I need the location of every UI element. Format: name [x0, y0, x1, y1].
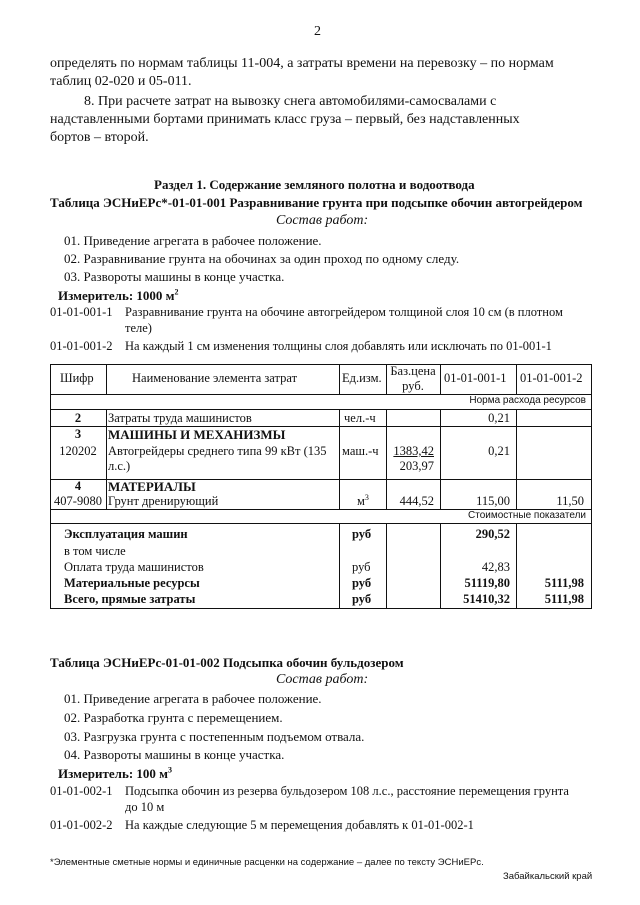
table2-step-3: 03. Разгрузка грунта с постепенным подъемом отвала.: [64, 729, 365, 744]
table2-norm-code-2: 01-01-002-2: [50, 818, 113, 832]
norm-label: Норма расхода ресурсов: [469, 395, 586, 406]
row-grader-code: 120202: [59, 444, 97, 458]
table1-step-2: 02. Разравнивание грунта на обочинах за один проход по одному следу.: [64, 251, 460, 266]
cost-table: [50, 364, 592, 609]
row-grader-unit: маш.-ч: [342, 444, 379, 458]
summary-materials-label: Материальные ресурсы: [64, 576, 200, 590]
paragraph-8-line-3: бортов – второй.: [50, 130, 149, 145]
intro-line-1: определять по нормам таблицы 11-004, а затраты времени на перевозку – по нормам: [50, 56, 554, 71]
table1-norm-code-1: 01-01-001-1: [50, 305, 113, 319]
header-name: Наименование элемента затрат: [132, 371, 298, 385]
summary-total-c1: 51410,32: [463, 592, 510, 606]
header-code: Шифр: [60, 371, 94, 385]
header-base-price: Баз.цена руб.: [390, 364, 436, 393]
table2-step-2: 02. Разработка грунта с перемещением.: [64, 710, 283, 725]
row-labor-unit: чел.-ч: [344, 411, 376, 425]
summary-operators-unit: руб: [352, 560, 371, 574]
region-label: Забайкальский край: [503, 871, 593, 882]
row-materials-code: 4: [74, 479, 82, 493]
table1-title: Таблица ЭСНиЕРс*-01-01-001 Разравнивание грунта при подсыпке обочин автогрейдером: [50, 195, 583, 210]
row-soil-c1: 115,00: [476, 494, 510, 508]
row-soil-unit: $м^3$: [357, 492, 369, 508]
row-machines-title: МАШИНЫ И МЕХАНИЗМЫ: [108, 427, 286, 442]
cost-label: Стоимостные показатели: [468, 510, 586, 521]
row-labor-c1: 0,21: [488, 411, 510, 425]
row-grader-price-1: 1383,42: [393, 444, 434, 458]
table1-step-3: 03. Развороты машины в конце участка.: [64, 269, 285, 284]
row-soil-code: 407-9080: [54, 494, 102, 508]
header-unit: Ед.изм.: [342, 371, 382, 385]
table1-norm-text-1-cont: теле): [125, 321, 152, 335]
table2-measure: Измеритель: 100 $м^3$: [58, 765, 173, 781]
row-soil-price: 444,52: [399, 494, 434, 508]
row-labor-code: 2: [74, 411, 82, 425]
summary-total-c2: 5111,98: [544, 592, 584, 606]
summary-operators-c1: 42,83: [481, 560, 510, 574]
row-grader-price-2: 203,97: [399, 459, 434, 473]
paragraph-8-line-1: 8. При расчете затрат на вывозку снега автомобилями-самосвалами с: [84, 94, 497, 109]
paragraph-8-line-2: надставленными бортами принимать класс груза – первый, без надставленных: [50, 112, 520, 127]
table1-norm-text-2: На каждый 1 см изменения толщины слоя добавлять или исключать по 01-001-1: [125, 339, 552, 353]
table2-step-1: 01. Приведение агрегата в рабочее положение.: [64, 691, 322, 706]
summary-materials-c2: 5111,98: [544, 576, 584, 590]
table2-title: Таблица ЭСНиЕРс-01-01-002 Подсыпка обочин бульдозером: [50, 655, 404, 670]
table1-measure: Измеритель: 1000 $м^2$: [58, 287, 179, 303]
intro-line-2: таблиц 02-020 и 05-011.: [50, 74, 192, 89]
row-soil-name: Грунт дренирующий: [108, 494, 219, 508]
table1-norm-text-1: Разравнивание грунта на обочине автогрейдером толщиной слоя 10 см (в плотном: [125, 305, 563, 319]
table2-norm-text-1: Подсыпка обочин из резерва бульдозером 108 л.с., расстояние перемещения грунта: [125, 784, 569, 798]
row-grader-name-2: л.с.): [108, 459, 131, 473]
summary-total-unit: руб: [352, 592, 372, 606]
footnote: *Элементные сметные нормы и единичные расценки на содержание – далее по тексту ЭСНиЕРс.: [50, 857, 484, 868]
table2-step-4: 04. Развороты машины в конце участка.: [64, 747, 285, 762]
summary-machines-c1: 290,52: [475, 527, 510, 541]
table2-norm-text-2: На каждые следующие 5 м перемещения добавлять к 01-01-002-1: [125, 818, 474, 832]
row-grader-c1: 0,21: [488, 444, 510, 458]
summary-operators-label: Оплата труда машинистов: [64, 560, 204, 574]
row-materials-title: МАТЕРИАЛЫ: [108, 479, 196, 494]
summary-including-label: в том числе: [64, 544, 126, 558]
summary-materials-c1: 51119,80: [464, 576, 510, 590]
row-machines-code: 3: [74, 427, 82, 441]
table1-norm-code-2: 01-01-001-2: [50, 339, 113, 353]
summary-total-label: Всего, прямые затраты: [64, 592, 196, 606]
table2-norm-text-1-cont: до 10 м: [125, 800, 165, 814]
summary-machines-unit: руб: [352, 527, 372, 541]
table2-composition-label: Состав работ:: [276, 672, 369, 687]
header-col-2: 01-01-001-2: [520, 371, 583, 385]
summary-materials-unit: руб: [352, 576, 372, 590]
table1-step-1: 01. Приведение агрегата в рабочее положение.: [64, 233, 322, 248]
row-grader-name-1: Автогрейдеры среднего типа 99 кВт (135: [108, 444, 327, 458]
table2-norm-code-1: 01-01-002-1: [50, 784, 113, 798]
row-soil-c2: 11,50: [556, 494, 584, 508]
section-title: Раздел 1. Содержание земляного полотна и водоотвода: [154, 177, 475, 192]
row-labor-name: Затраты труда машинистов: [108, 411, 252, 425]
header-col-1: 01-01-001-1: [444, 371, 507, 385]
table1-composition-label: Состав работ:: [276, 213, 369, 228]
page-number: 2: [314, 24, 321, 39]
summary-machines-label: Эксплуатация машин: [64, 527, 188, 541]
